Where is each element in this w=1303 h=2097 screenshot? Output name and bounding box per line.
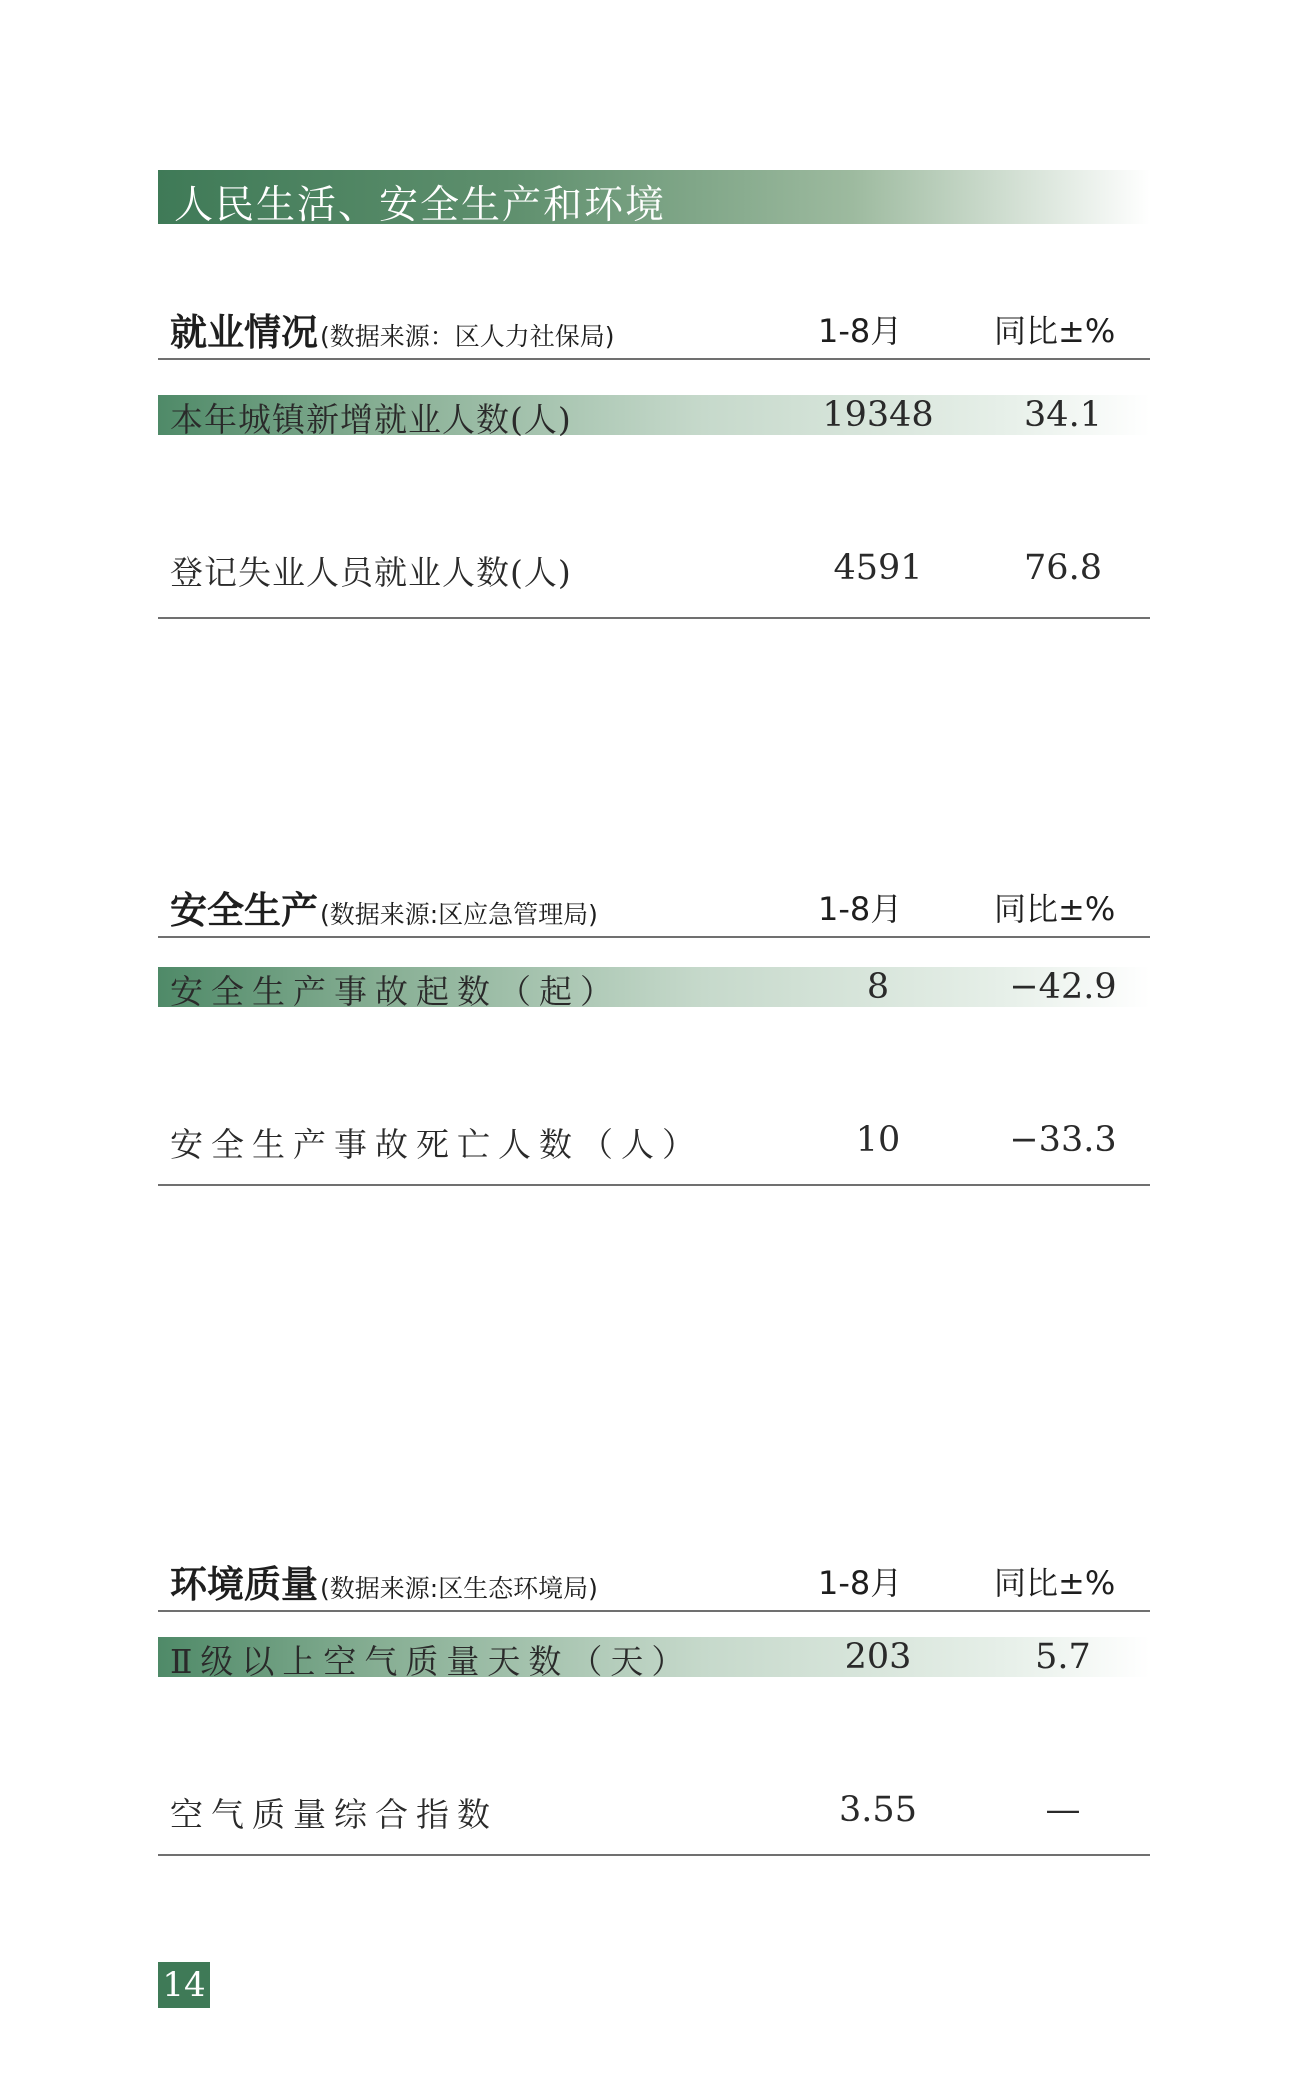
environment-period-header: 1-8月: [818, 1564, 903, 1602]
row-yoy: 5.7: [1035, 1637, 1091, 1677]
environment-section: [158, 1552, 1150, 1872]
employment-bottom-rule: [158, 617, 1150, 619]
row-value: 8: [866, 967, 890, 1007]
row-value: 3.55: [839, 1790, 917, 1830]
safety-period-header: 1-8月: [818, 890, 903, 928]
safety-bottom-rule: [158, 1184, 1150, 1186]
environment-yoy-header: 同比±%: [994, 1564, 1116, 1602]
row-label: 安全生产事故起数（起）: [170, 972, 621, 1011]
employment-header: [158, 300, 1150, 360]
row-yoy: −42.9: [1009, 967, 1117, 1007]
row-value: 203: [844, 1637, 912, 1677]
safety-title: 安全生产(数据来源:区应急管理局): [170, 889, 598, 932]
row-yoy: —: [1045, 1790, 1081, 1830]
row-value: 10: [855, 1120, 901, 1160]
page-number: 14: [158, 1962, 210, 2008]
row-yoy: 76.8: [1024, 548, 1102, 588]
employment-period-header: 1-8月: [818, 312, 903, 350]
environment-title: 环境质量(数据来源:区生态环境局): [170, 1563, 598, 1606]
safety-header: [158, 878, 1150, 938]
environment-header: [158, 1552, 1150, 1612]
safety-section: [158, 878, 1150, 1198]
row-value: 4591: [833, 548, 923, 588]
row-label: 本年城镇新增就业人数(人): [170, 400, 572, 439]
row-label: 登记失业人员就业人数(人): [170, 553, 572, 592]
row-yoy: 34.1: [1024, 395, 1102, 435]
employment-section: [158, 300, 1150, 620]
environment-bottom-rule: [158, 1854, 1150, 1856]
row-label: 安全生产事故死亡人数（人）: [170, 1125, 703, 1164]
table-row: [158, 548, 1150, 592]
row-yoy: −33.3: [1009, 1120, 1117, 1160]
employment-title: 就业情况(数据来源：区人力社保局): [170, 311, 615, 354]
safety-source: (数据来源:区应急管理局): [320, 900, 598, 929]
table-row: [158, 967, 1150, 1011]
safety-yoy-header: 同比±%: [994, 890, 1116, 928]
employment-source: (数据来源：区人力社保局): [320, 322, 615, 351]
section-banner: [158, 170, 1150, 228]
environment-source: (数据来源:区生态环境局): [320, 1574, 598, 1603]
table-row: [158, 395, 1150, 439]
row-label: Ⅱ级以上空气质量天数（天）: [170, 1642, 693, 1681]
table-row: [158, 1120, 1150, 1164]
row-label: 空气质量综合指数: [170, 1795, 498, 1834]
table-row: [158, 1637, 1150, 1681]
employment-yoy-header: 同比±%: [994, 312, 1116, 350]
table-row: [158, 1790, 1150, 1834]
banner-title: 人民生活、安全生产和环境: [174, 183, 667, 228]
row-value: 19348: [822, 395, 934, 435]
